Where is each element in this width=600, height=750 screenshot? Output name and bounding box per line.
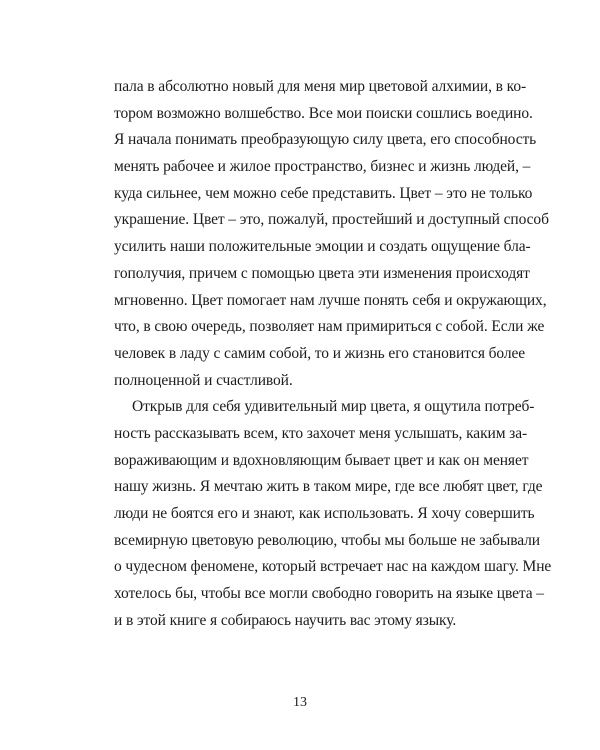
text-line: вораживающим и вдохновляющим бывает цвет и как он меняет	[114, 451, 529, 469]
text-line: люди не боятся его и знают, как использовать. Я хочу совершить	[114, 505, 535, 522]
text-line: тором возможно волшебство. Все мои поиски сошлись воедино.	[114, 104, 533, 122]
text-line: и в этой книге я собираюсь научить вас этому языку.	[114, 611, 457, 629]
text-line: украшение. Цвет – это, пожалуй, простейший и доступный способ	[114, 211, 549, 229]
text-line: нашу жизнь. Я мечтаю жить в таком мире, где все любят цвет, где	[114, 478, 543, 496]
text-line: всемирную цветовую революцию, чтобы мы больше не забывали	[114, 531, 540, 549]
text-line: Открыв для себя удивительный мир цвета, я ощутила потреб-	[132, 398, 535, 416]
text-line: что, в свою очередь, позволяет нам примириться с собой. Если же	[114, 318, 545, 336]
paragraph-1	[114, 74, 549, 394]
body-text	[114, 74, 552, 634]
text-line: пала в абсолютно новый для меня мир цветовой алхимии, в ко-	[114, 78, 527, 95]
text-line: хотелось бы, чтобы все могли свободно говорить на языке цвета –	[114, 585, 544, 603]
text-line: человек в ладу с самим собой, то и жизнь его становится более	[114, 344, 526, 362]
text-line: менять рабочее и жилое пространство, бизнес и жизнь людей, –	[114, 158, 531, 176]
page-number: 13	[293, 695, 307, 710]
text-line: гополучия, причем с помощью цвета эти изменения происходят	[114, 264, 530, 282]
text-line: ность рассказывать всем, кто захочет меня услышать, каким за-	[114, 424, 528, 442]
text-line: куда сильнее, чем можно себе представить. Цвет – это не только	[114, 184, 533, 202]
text-line: Я начала понимать преобразующую силу цвета, его способность	[114, 131, 537, 149]
text-line: мгновенно. Цвет помогает нам лучше понять себя и окружающих,	[114, 291, 547, 309]
text-line: полноценной и счастливой.	[114, 371, 293, 389]
text-line: о чудесном феномене, который встречает нас на каждом шагу. Мне	[114, 558, 552, 576]
text-line: усилить наши положительные эмоции и создать ощущение бла-	[114, 238, 531, 256]
paragraph-2	[114, 394, 552, 634]
